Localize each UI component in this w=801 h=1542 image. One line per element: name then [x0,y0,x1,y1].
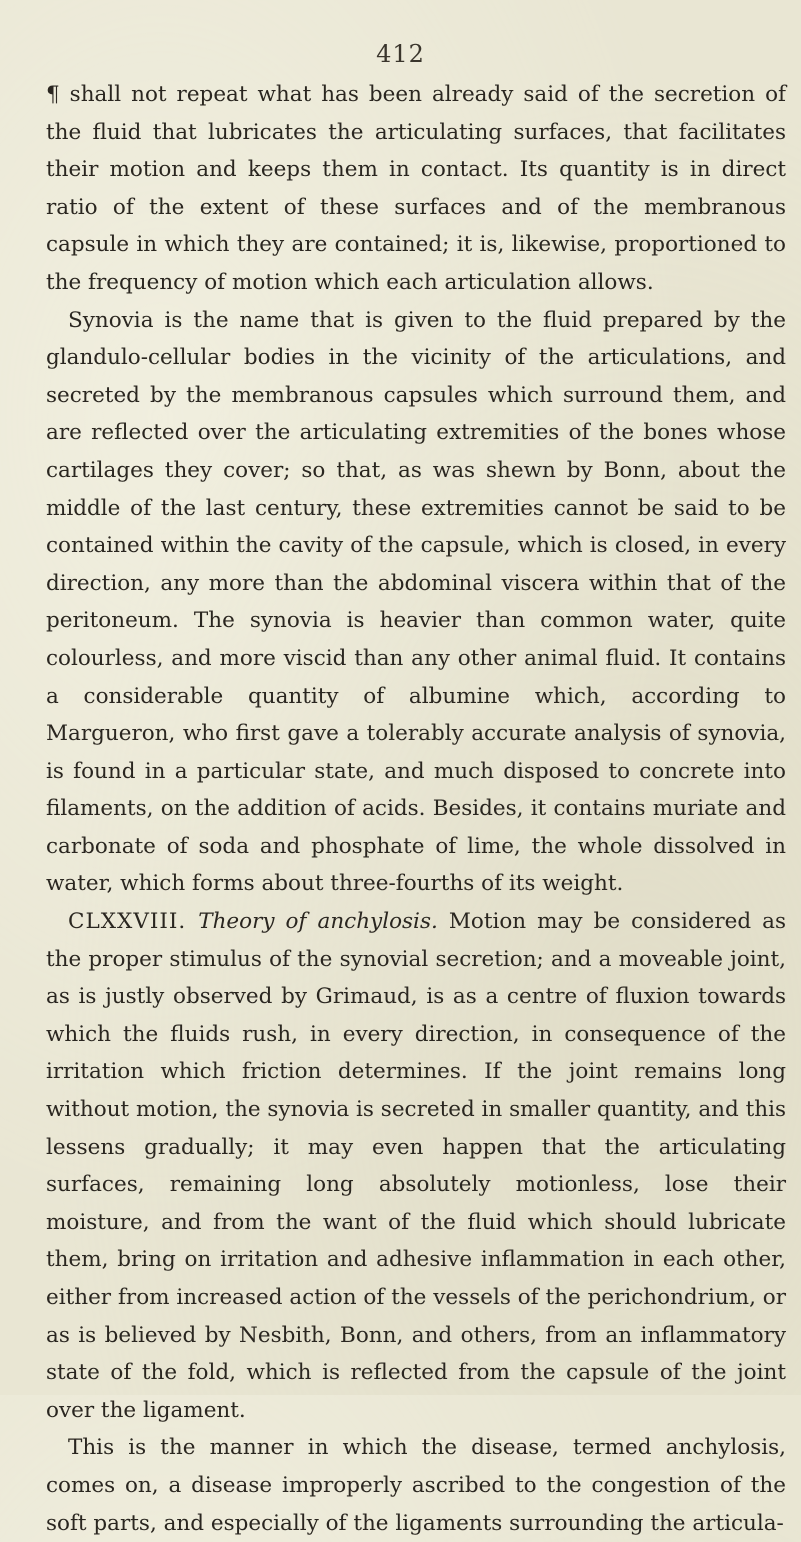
paragraph-2: Synovia is the name that is given to the fluid prepared by the glandulo-cellular bodies in the vicinity of the articulations, and secreted by the membranous capsules which surround them, and are reflected over the articulating extremities of the bones whose cartilages they cover; so that, as was shewn by Bonn, about the middle of the last century, these extremities cannot be said to be contained within the cavity of the capsule, which is closed, in every direction, any more than the abdominal viscera within that of the peritoneum. The synovia is heavier than common water, quite colourless, and more viscid than any other animal fluid. It contains a considerable quantity of albumine which, according to Margueron, who first gave a tolerably accurate analysis of synovia, is found in a particular state, and much disposed to concrete into filaments, on the addition of acids. Besides, it contains muriate and carbonate of soda and phosphate of lime, the whole dissolved in water, which forms about three-fourths of its weight. [46,307,786,897]
paragraph-1: ¶ shall not repeat what has been already said of the secretion of the fluid that lubricates the articulating surfaces, that facilitates their motion and keeps them in contact. Its quantity is in direct ratio of the extent of these surfaces and of the membranous capsule in which they are contained; it is, likewise, proportioned to the frequency of motion which each articulation allows. [46,82,786,295]
body-text [46,76,786,1542]
paragraph-closing: This is the manner in which the disease, termed anchylosis, comes on, a disease improperly ascribed to the congestion of the soft parts, and especially of the ligaments surrounding the articula- [46,1435,786,1536]
section-body: Motion may be considered as the proper stimulus of the synovial secretion; and a moveable joint, as is justly observed by Grimaud, is as a centre of fluxion towards which the fluids rush, in every direction, in consequence of the irritation which friction determines. If the joint remains long without motion, the synovia is secreted in smaller quantity, and this lessens gradually; it may even happen that the articulating surfaces, remaining long absolutely motionless, lose their moisture, and from the want of the fluid which should lubricate them, bring on irritation and adhesive inflammation in each other, either from increased action of the vessels of the perichondrium, or as is believed by Nesbith, Bonn, and others, from an inflammatory state of the fold, which is reflected from the capsule of the joint over the ligament. [46,909,786,1423]
page-number: 412 [376,40,425,68]
section-title: Theory of anchylosis. [198,909,449,935]
section-heading: CLXXVIII. [68,909,199,935]
section-paragraph [46,903,786,1429]
